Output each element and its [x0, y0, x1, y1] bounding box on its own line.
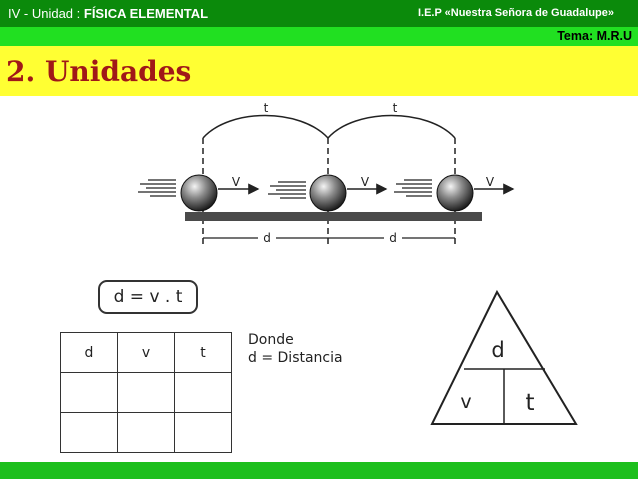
triangle-bottom-right-label: t	[525, 390, 535, 416]
velocity-label-1: V	[231, 175, 241, 189]
formula-box: d = v . t	[98, 280, 198, 314]
table-header-v: v	[118, 333, 175, 373]
table-header-d: d	[61, 333, 118, 373]
unit-name: FÍSICA ELEMENTAL	[83, 6, 209, 21]
footer-bar	[0, 462, 638, 479]
distance-label-1: d	[263, 231, 271, 245]
note-line-1: Donde	[248, 332, 294, 348]
note-line-2: d = Distancia	[248, 350, 343, 366]
velocity-label-2: V	[360, 175, 370, 189]
section-title: 2. Unidades	[6, 55, 192, 88]
time-label-2: t	[392, 101, 398, 115]
topic-label: Tema: M.R.U	[557, 29, 632, 43]
triangle-top-label: d	[491, 338, 505, 362]
table-header-t: t	[175, 333, 232, 373]
school-name: I.E.P «Nuestra Señora de Guadalupe»	[417, 7, 614, 19]
unit-prefix: IV - Unidad :	[8, 6, 84, 21]
time-label-1: t	[263, 101, 269, 115]
velocity-label-3: V	[485, 175, 495, 189]
triangle-bottom-left-label: v	[460, 391, 472, 413]
distance-label-2: d	[389, 231, 397, 245]
